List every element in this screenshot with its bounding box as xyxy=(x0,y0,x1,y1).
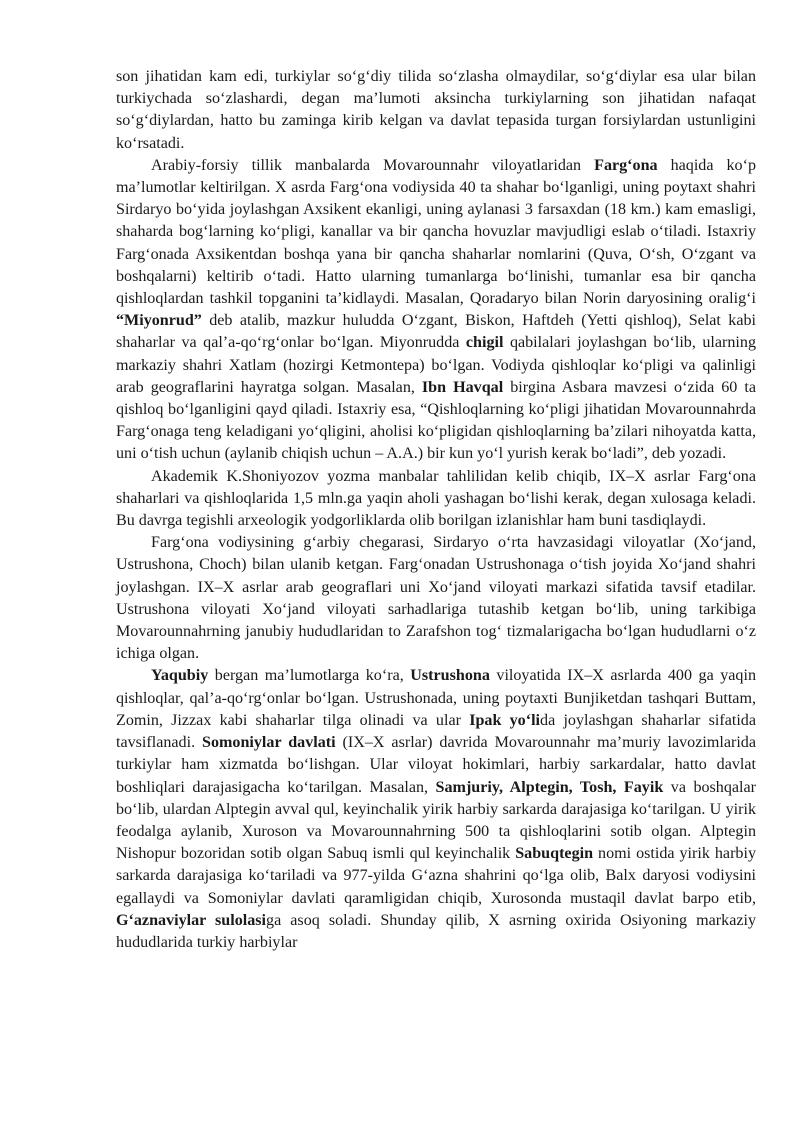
body-paragraph xyxy=(116,66,756,155)
text-run: ga asoq soladi. Shunday qilib, X asrning oxirida Osiyoning markaziy hududlarida turkiy harbiylar xyxy=(116,911,757,951)
text-run: nomi ostida yirik harbiy sarkarda darajasiga ko‘tariladi va 977-yilda G‘azna shahrini qo‘lga olib, Balx daryosi vodiysini egallaydi va Somoniylar davlati qaramligidan chiqib, Xurosonda mustaqil davlat barpo etib, xyxy=(116,845,756,907)
text-run: viloyatida IX–X asrlarda 400 ga yaqin qishloqlar, qal’a-qo‘rg‘onlar bo‘lgan. Ustrushonada, uning poytaxti Bunjiketdan tashqari Buttam, Zomin, Jizzax kabi shaharlar tilga olinadi va ular xyxy=(116,667,756,729)
body-paragraph xyxy=(116,155,756,466)
bold-term: Somoniylar davlati xyxy=(202,734,336,752)
body-paragraph xyxy=(116,665,756,954)
text-run: bergan ma’lumotlarga ko‘ra, xyxy=(208,667,411,685)
text-run: da joylashgan shaharlar sifatida tavsiflanadi. xyxy=(116,711,756,752)
text-run: va boshqalar bo‘lib, ulardan Alptegin avval qul, keyinchalik yirik harbiy sarkarda darajasiga ko‘tarilgan. U yirik feodalga aylanib, Xuroson va Movarounnahrning 500 ta qishloqlarini sotib olgan. Alptegin Nishopur bozoridan sotib olgan Sabuq ismli qul keyinchalik xyxy=(116,778,757,863)
bold-term: Ipak yo‘li xyxy=(469,711,541,729)
bold-term: G‘aznaviylar sulolasi xyxy=(116,911,267,929)
text-run: birgina Asbara mavzesi o‘zida 60 ta qishloq bo‘lganligini qayd qiladi. Istaxriy esa, “Qishloqlarning ko‘pligi jihatidan Movarounnahrda Farg‘onaga teng keladigani yo‘qligini, aholisi ko‘pligidan qishloqlarning ba’zilari nihoyatda katta, uni o‘tish uchun (aylanib chiqish uchun – A.A.) bir kun yo‘l yurish kerak bo‘ladi”, deb yozadi. xyxy=(116,378,756,463)
text-run: qabilalari joylashgan bo‘lib, ularning markaziy shahri Xatlam (hozirgi Ketmontepa) bo‘lgan. Vodiyda qishloqlar ko‘pligi va qalinligi arab geograflarini hayratga solgan. Masalan, xyxy=(116,334,757,396)
bold-term: Yaqubiy xyxy=(151,667,209,685)
document-page xyxy=(116,66,756,954)
text-run: deb atalib, mazkur huludda O‘zgant, Biskon, Haftdeh (Yetti qishloq), Selat kabi shaharlar va qal’a-qo‘rg‘onlar bo‘lgan. Miyonrudda xyxy=(116,312,756,352)
text-run: (IX–X asrlar) davrida Movarounnahr ma’muriy lavozimlarida turkiylar ham xizmatda bo‘lishgan. Ular viloyat hokimlari, harbiy sarkardalar, hatto davlat boshliqlari darajasigacha ko‘tarilgan. Masalan, xyxy=(116,734,756,796)
bold-term: Ustrushona xyxy=(410,667,490,685)
text-run: haqida ko‘p ma’lumotlar keltirilgan. X asrda Farg‘ona vodiysida 40 ta shahar bo‘lganligi, uning poytaxt shahri Sirdaryo bo‘yida joylashgan Axsikent ekanligi, uning aylanasi 3 farsaxdan (18 km.) kam emasligi, shaharda bog‘larning ko‘pligi, kanallar va bir qancha hovuzlar mavjudligi eslab o‘tiladi. Istaxriy Farg‘onada Axsikentdan boshqa yana bir qancha shaharlar nomlarini (Quva, O‘sh, O‘zgant va boshqalarni) keltirib o‘tadi. Hatto ularning tumanlarga bo‘linishi, tumanlar esa bir qancha qishloqlardan tashkil topganini ta’kidlaydi. Masalan, Qoradaryo bilan Norin daryosining oralig‘i xyxy=(116,156,756,308)
text-run: son jihatidan kam edi, turkiylar so‘g‘diy tilida so‘zlasha olmaydilar, so‘g‘diylar esa ular bilan turkiychada so‘zlashardi, degan ma’lumoti aksincha turkiylarning son jihatidan nafaqat so‘g‘diylardan, hatto bu zaminga kirib kelgan va davlat tepasida turgan forsiylardan ustunligini ko‘rsatadi. xyxy=(116,68,756,152)
text-run: Akademik K.Shoniyozov yozma manbalar tahlilidan kelib chiqib, IX–X asrlar Farg‘ona shaharlari va qishloqlarida 1,5 mln.ga yaqin aholi yashagan bo‘lishi kerak, degan xulosaga keladi. Bu davrga tegishli arxeologik yodgorliklarda olib borilgan izlanishlar ham buni tasdiqlaydi. xyxy=(116,467,756,530)
bold-term: “Miyonrud” xyxy=(116,312,202,330)
body-paragraph xyxy=(116,466,756,533)
bold-term: Sabuqtegin xyxy=(515,845,594,863)
text-run: Farg‘ona vodiysining g‘arbiy chegarasi, Sirdaryo o‘rta havzasidagi viloyatlar (Xo‘jand, Ustrushona, Choch) bilan ulanib ketgan. Farg‘onadan Ustrushonaga o‘tish joyida Xo‘jand shahri joylashgan. IX–X asrlar arab geograflari uni Xo‘jand viloyati markazi sifatida tavsif etadilar. Ustrushona viloyati Xo‘jand viloyati sarhadlariga tutashib ketgan bo‘lib, uning tarkibiga Movarounnahrning janubiy hududlaridan to Zarafshon tog‘ tizmalarigacha bo‘lgan hududlarni o‘z ichiga olgan. xyxy=(116,534,756,663)
text-run: Arabiy-forsiy tillik manbalarda Movarounnahr viloyatlaridan xyxy=(151,156,595,174)
bold-term: Ibn Havqal xyxy=(421,378,504,396)
bold-term: chigil xyxy=(465,334,504,352)
bold-term: Samjuriy, Alptegin, Tosh, Fayik xyxy=(435,778,664,796)
body-paragraph xyxy=(116,532,756,665)
bold-term: Farg‘ona xyxy=(594,156,658,174)
